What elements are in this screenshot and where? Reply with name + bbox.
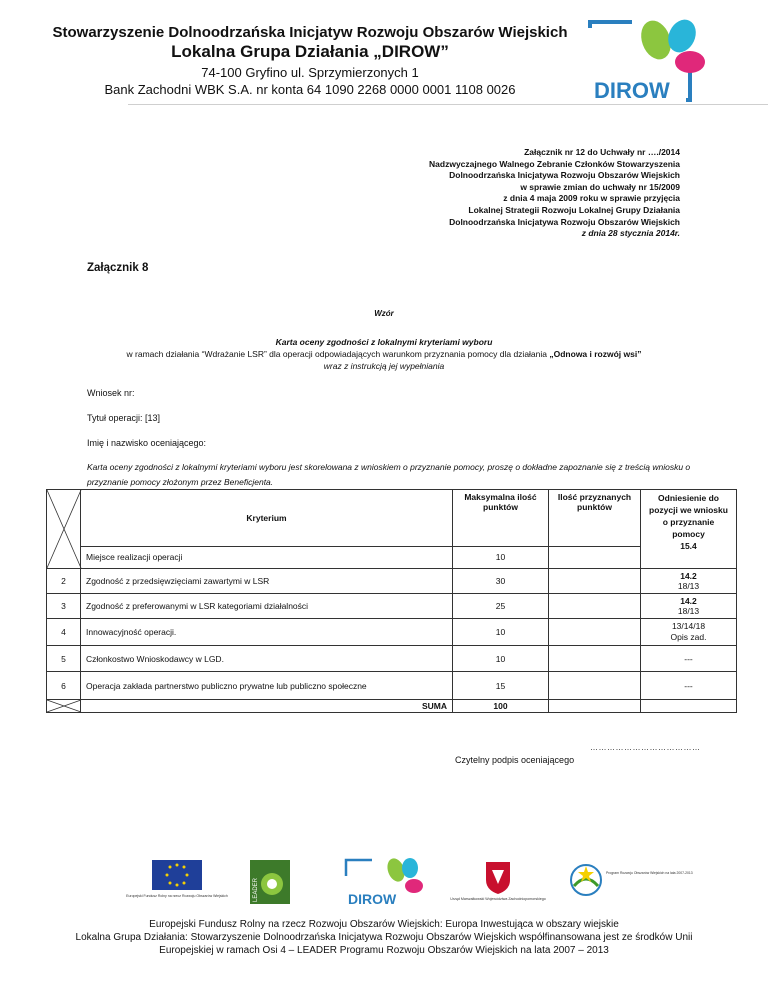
prow-logo bbox=[568, 858, 693, 906]
card-title: Karta oceny zgodności z lokalnymi kryteriami wyboru bbox=[275, 337, 493, 347]
annex-note bbox=[320, 147, 680, 240]
row-number: 4 bbox=[47, 619, 81, 646]
max-points-cell: 10 bbox=[453, 546, 549, 568]
row-number: 6 bbox=[47, 672, 81, 700]
leader-logo bbox=[248, 858, 292, 906]
row-number: 5 bbox=[47, 646, 81, 672]
criterion-header: Kryterium bbox=[81, 490, 453, 547]
org-name: Stowarzyszenie Dolnoodrzańska Inicjatyw Rozwoju Obszarów Wiejskich bbox=[52, 24, 568, 41]
criterion-cell: Innowacyjność operacji. bbox=[81, 619, 453, 646]
reference-bold: 14.2 bbox=[680, 596, 697, 606]
footer-logo-text: DIROW bbox=[348, 891, 397, 907]
annex-line: w sprawie zmian do uchwały nr 15/2009 bbox=[520, 181, 680, 192]
dirow-footer-logo bbox=[344, 856, 426, 908]
table-row bbox=[47, 619, 737, 646]
table-row bbox=[47, 546, 737, 568]
header-divider bbox=[128, 104, 768, 105]
given-points-cell[interactable] bbox=[549, 546, 641, 568]
max-points-cell: 10 bbox=[453, 619, 549, 646]
annex-line: Załącznik nr 12 do Uchwały nr …./2014 bbox=[524, 147, 680, 157]
sum-given-cell[interactable] bbox=[549, 700, 641, 713]
urzad-marszalkowski-logo bbox=[450, 858, 546, 908]
reference-cell: 13/14/18 Opis zad. bbox=[641, 619, 737, 646]
table-row bbox=[47, 569, 737, 594]
criterion-cell: Operacja zakłada partnerstwo publiczno prywatne lub publiczno społeczne bbox=[81, 672, 453, 700]
signature-line: ………………………………… bbox=[590, 743, 701, 752]
table-row bbox=[47, 672, 737, 700]
max-points-cell: 10 bbox=[453, 646, 549, 672]
reference-cell: --- bbox=[641, 672, 737, 700]
card-subtitle bbox=[0, 349, 768, 359]
reference-value: 18/13 bbox=[677, 581, 700, 591]
address: 74-100 Gryfino ul. Sprzymierzonych 1 bbox=[201, 65, 419, 80]
reference-value: 18/13 bbox=[677, 606, 700, 616]
card-subtitle-text: w ramach działania “Wdrażanie LSR” dla operacji odpowiadających warunkom przyznania pomocy dla działania bbox=[126, 349, 550, 359]
criterion-cell: Zgodność z przedsięwzięciami zawartymi w LSR bbox=[81, 569, 453, 594]
annex-line: Dolnoodrzańska Inicjatywa Rozwoju Obszarów Wiejskich bbox=[449, 216, 680, 227]
field-imie: Imię i nazwisko oceniającego: bbox=[87, 438, 207, 448]
footer-line: Lokalna Grupa Działania: Stowarzyszenie Dolnoodrzańska Inicjatywa Rozwoju Obszarów Wiejskich współfinansowana jest ze środków Unii bbox=[75, 932, 693, 943]
table-row bbox=[47, 594, 737, 619]
reference-bold: 14.2 bbox=[680, 571, 697, 581]
reference-cell: --- bbox=[641, 646, 737, 672]
reference-cell bbox=[641, 594, 737, 619]
annex-line: Dolnoodrzańska Inicjatywa Rozwoju Obszarów Wiejskich bbox=[449, 170, 680, 181]
row-number: 2 bbox=[47, 569, 81, 594]
eu-flag-logo bbox=[126, 856, 228, 906]
max-points-cell: 30 bbox=[453, 569, 549, 594]
annex-line: Nadzwyczajnego Walnego Zebranie Członków Stowarzyszenia bbox=[429, 158, 680, 169]
criteria-table bbox=[46, 489, 737, 713]
given-points-header: Ilość przyznanych punktów bbox=[549, 490, 641, 547]
reference-header-cell bbox=[641, 490, 737, 569]
footer-line: Europejski Fundusz Rolny na rzecz Rozwoju Obszarów Wiejskich: Europa Inwestująca w obszary wiejskie bbox=[149, 919, 619, 930]
urzad-caption: Urząd Marszałkowski Województwa Zachodniopomorskiego bbox=[450, 897, 546, 901]
dirow-logo bbox=[586, 18, 714, 104]
wzor: Wzór bbox=[374, 309, 394, 318]
bank-account: Bank Zachodni WBK S.A. nr konta 64 1090 2268 0000 0001 1108 0026 bbox=[104, 82, 516, 97]
given-points-cell[interactable] bbox=[549, 646, 641, 672]
instruction-note: Karta oceny zgodności z lokalnymi kryteriami wyboru jest skorelowana z wnioskiem o przyznanie pomocy, proszę o dokładne zapoznanie się z treścią wniosku o przyznanie pomocy złożonym przez Beneficjenta. bbox=[87, 462, 691, 487]
prow-caption: Program Rozwoju Obszarów Wiejskich na lata 2007-2013 bbox=[606, 871, 693, 875]
reference-cell bbox=[641, 569, 737, 594]
empty-corner-cell bbox=[47, 490, 81, 569]
max-points-cell: 15 bbox=[453, 672, 549, 700]
row-number: 3 bbox=[47, 594, 81, 619]
annex-line: z dnia 28 stycznia 2014r. bbox=[581, 228, 680, 239]
given-points-cell[interactable] bbox=[549, 594, 641, 619]
annex-line: z dnia 4 maja 2009 roku w sprawie przyjęcia bbox=[503, 193, 680, 204]
signature-label: Czytelny podpis oceniającego bbox=[455, 755, 575, 765]
field-tytul: Tytuł operacji: [13] bbox=[87, 413, 161, 423]
given-points-cell[interactable] bbox=[549, 672, 641, 700]
table-header-row bbox=[47, 490, 737, 547]
footer bbox=[0, 918, 768, 957]
sum-row bbox=[47, 700, 737, 713]
max-points-header: Maksymalna ilość punktów bbox=[453, 490, 549, 547]
criterion-cell: Członkostwo Wnioskodawcy w LGD. bbox=[81, 646, 453, 672]
eu-caption: Europejski Fundusz Rolny na rzecz Rozwoju Obszarów Wiejskich bbox=[126, 894, 228, 898]
table-row bbox=[47, 646, 737, 672]
field-wniosek: Wniosek nr: bbox=[87, 388, 135, 398]
card-instruction: wraz z instrukcją jej wypełniania bbox=[323, 361, 445, 371]
footer-line: Europejskiej w ramach Osi 4 – LEADER Programu Rozwoju Obszarów Wiejskich na lata 2007 – 2013 bbox=[159, 945, 609, 956]
sum-corner-cell bbox=[47, 700, 81, 713]
max-points-cell: 25 bbox=[453, 594, 549, 619]
sum-reference-cell bbox=[641, 700, 737, 713]
reference-value: 15.4 bbox=[680, 541, 697, 551]
lgd-name: Lokalna Grupa Działania „DIROW” bbox=[171, 42, 449, 61]
reference-header: Odniesienie do pozycji we wniosku o przyznanie pomocy bbox=[649, 493, 728, 539]
sum-value: 100 bbox=[453, 700, 549, 713]
annex-title: Załącznik 8 bbox=[87, 262, 149, 274]
leader-text: LEADER bbox=[253, 877, 259, 902]
criterion-cell: Miejsce realizacji operacji bbox=[81, 546, 453, 568]
card-subtitle-bold: „Odnowa i rozwój wsi” bbox=[549, 349, 642, 359]
given-points-cell[interactable] bbox=[549, 569, 641, 594]
annex-line: Lokalnej Strategii Rozwoju Lokalnej Grupy Działania bbox=[468, 204, 680, 215]
given-points-cell[interactable] bbox=[549, 619, 641, 646]
sum-label: SUMA bbox=[81, 700, 453, 713]
logo-text: DIROW bbox=[594, 78, 670, 103]
criterion-cell: Zgodność z preferowanymi w LSR kategoriami działalności bbox=[81, 594, 453, 619]
